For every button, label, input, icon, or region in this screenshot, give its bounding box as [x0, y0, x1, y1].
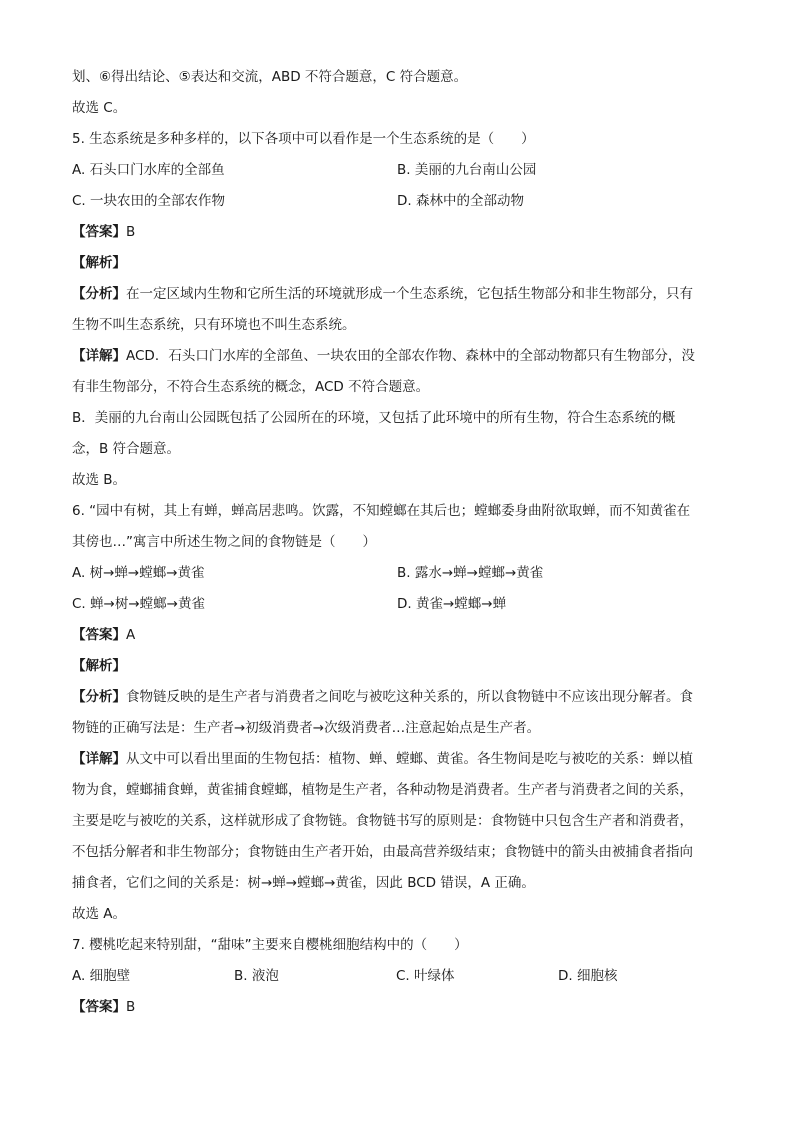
option-d: D. 细胞核 [558, 968, 618, 984]
fenxi-text: 在一定区域内生物和它所生活的环境就形成一个生态系统，它包括生物部分和非生物部分，只有 [126, 286, 693, 302]
answer-tag: 【答案】 [72, 999, 126, 1015]
text-line: 有非生物部分，不符合生态系统的概念，ACD 不符合题意。 [72, 379, 430, 395]
detail-line [72, 341, 722, 372]
option-a: A. 细胞壁 [72, 968, 131, 984]
answer-line [72, 620, 722, 651]
text-line: 主要是吃与被吃的关系，这样就形成了食物链。食物链书写的原则是：食物链中只包含生产者和消费者， [72, 813, 693, 829]
question-6-options [72, 558, 722, 589]
text-line: 捕食者，它们之间的关系是：树→蝉→螳螂→黄雀，因此 BCD 错误，A 正确。 [72, 875, 535, 891]
detail-line [72, 744, 722, 775]
xiangjie-tag: 【详解】 [72, 348, 126, 364]
selection-line: 故选 A。 [72, 906, 127, 922]
answer-tag: 【答案】 [72, 224, 126, 240]
fenxi-text: 食物链反映的是生产者与消费者之间吃与被吃这种关系的，所以食物链中不应该出现分解者。食 [126, 689, 693, 705]
text-line: 念，B 符合题意。 [72, 441, 181, 457]
option-c: C. 一块农田的全部农作物 [72, 193, 226, 209]
text-line: B．美丽的九台南山公园既包括了公园所在的环境，又包括了此环境中的所有生物，符合生态系统的概 [72, 410, 676, 426]
answer-line [72, 992, 722, 1023]
text-line: 划、⑥得出结论、⑤表达和交流，ABD 不符合题意，C 符合题意。 [72, 69, 468, 85]
question-7: 7. 樱桃吃起来特别甜，“甜味”主要来自樱桃细胞结构中的（ ） [72, 937, 468, 953]
option-b: B. 美丽的九台南山公园 [397, 162, 537, 178]
question-5-options [72, 186, 722, 217]
analysis-line [72, 279, 722, 310]
text-line: 故选 C。 [72, 100, 127, 116]
xiangjie-text: ACD．石头口门水库的全部鱼、一块农田的全部农作物、森林中的全部动物都只有生物部分，没 [126, 348, 695, 364]
analysis-heading: 【解析】 [72, 255, 126, 271]
option-d: D. 黄雀→螳螂→蝉 [397, 596, 507, 612]
question-5: 5. 生态系统是多种多样的，以下各项中可以看作是一个生态系统的是（ ） [72, 131, 535, 147]
option-a: A. 石头口门水库的全部鱼 [72, 162, 225, 178]
selection-line: 故选 B。 [72, 472, 127, 488]
xiangjie-text: 从文中可以看出里面的生物包括：植物、蝉、螳螂、黄雀。各生物间是吃与被吃的关系：蝉以植 [126, 751, 693, 767]
analysis-line [72, 682, 722, 713]
question-7-options [72, 961, 722, 992]
text-line: 不包括分解者和非生物部分；食物链由生产者开始，由最高营养级结束；食物链中的箭头由被捕食者指向 [72, 844, 693, 860]
question-6-options [72, 589, 722, 620]
answer-value: B [126, 999, 136, 1015]
text-line: 物链的正确写法是：生产者→初级消费者→次级消费者…注意起始点是生产者。 [72, 720, 541, 736]
answer-value: B [126, 224, 136, 240]
question-6: 6. “园中有树，其上有蝉，蝉高居悲鸣。饮露，不知螳螂在其后也；螳螂委身曲附欲取蝉，而不知黄雀在 [72, 503, 691, 519]
question-5-options [72, 155, 722, 186]
fenxi-tag: 【分析】 [72, 286, 126, 302]
answer-line [72, 217, 722, 248]
xiangjie-tag: 【详解】 [72, 751, 126, 767]
answer-value: A [126, 627, 136, 643]
option-d: D. 森林中的全部动物 [397, 193, 524, 209]
text-line: 物为食，螳螂捕食蝉，黄雀捕食螳螂，植物是生产者，各种动物是消费者。生产者与消费者之间的关系， [72, 782, 693, 798]
option-a: A. 树→蝉→螳螂→黄雀 [72, 565, 205, 581]
option-c: C. 蝉→树→螳螂→黄雀 [72, 596, 205, 612]
text-line: 其傍也…”寓言中所述生物之间的食物链是（ ） [72, 534, 376, 550]
answer-tag: 【答案】 [72, 627, 126, 643]
option-b: B. 露水→蝉→螳螂→黄雀 [397, 565, 544, 581]
fenxi-tag: 【分析】 [72, 689, 126, 705]
text-line: 生物不叫生态系统，只有环境也不叫生态系统。 [72, 317, 356, 333]
document-page [72, 62, 722, 1023]
option-b: B. 液泡 [234, 968, 279, 984]
option-c: C. 叶绿体 [396, 968, 455, 984]
analysis-heading: 【解析】 [72, 658, 126, 674]
